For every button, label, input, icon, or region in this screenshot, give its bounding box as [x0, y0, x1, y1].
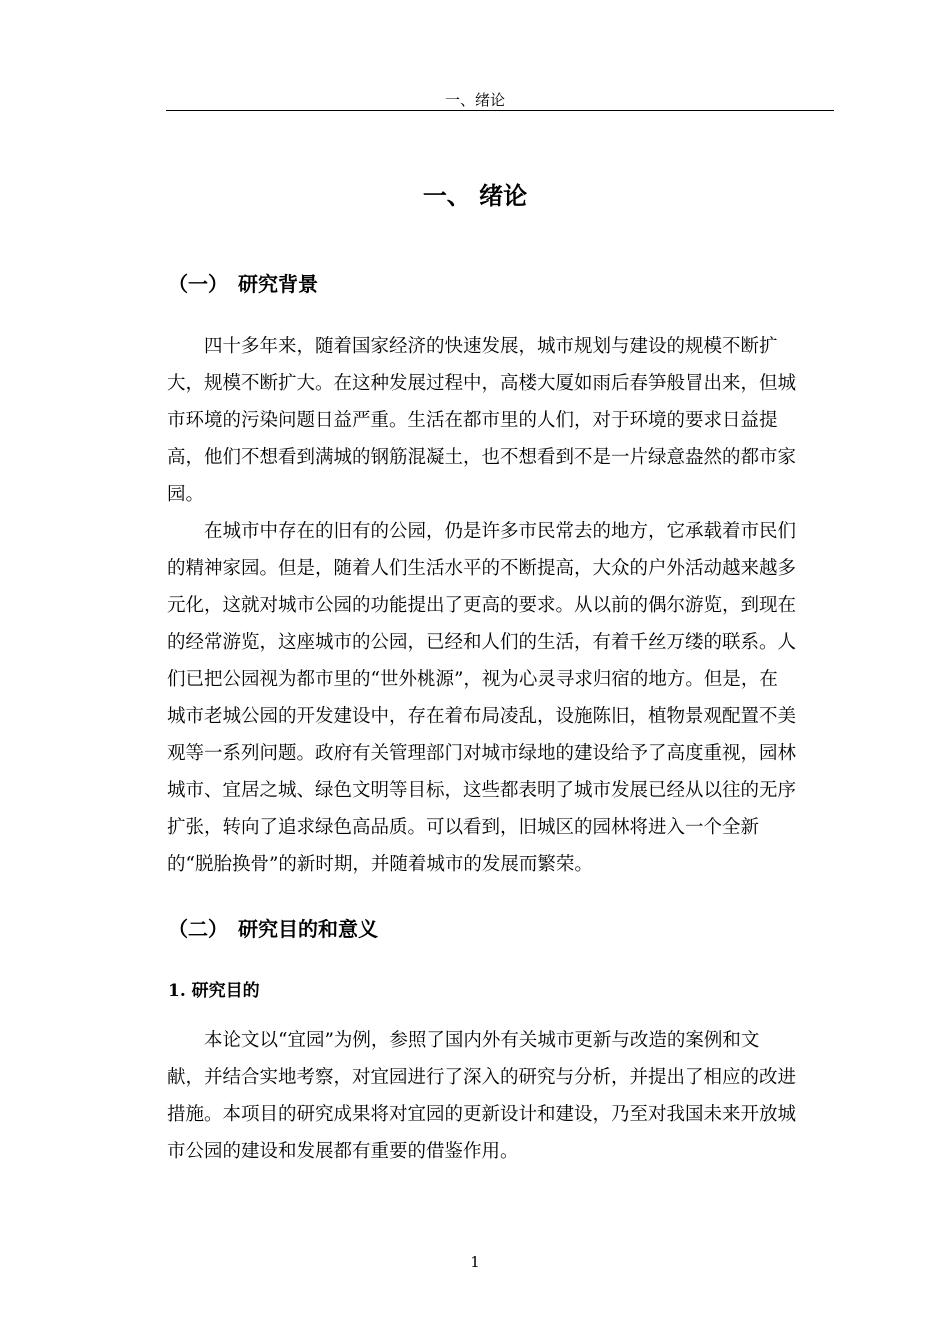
text-line: 观等一系列问题。政府有关管理部门对城市绿地的建设给予了高度重视，园林	[167, 743, 797, 764]
text-line: 市环境的污染问题日益严重。生活在都市里的人们，对于环境的要求日益提	[167, 410, 778, 431]
paragraph	[167, 513, 819, 883]
running-header: 一、绪论	[444, 91, 505, 109]
section-heading-background	[168, 270, 318, 298]
text-line: 高，他们不想看到满城的钢筋混凝土，也不想看到不是一片绿意盎然的都市家	[167, 447, 797, 468]
section-number: （一）	[168, 272, 228, 296]
text-line: 本论文以“宜园”为例，参照了国内外有关城市更新与改造的案例和文	[204, 1030, 760, 1051]
text-line: 大，规模不断扩大。在这种发展过程中，高楼大厦如雨后春笋般冒出来，但城	[167, 373, 797, 394]
page-number: 1	[470, 1253, 480, 1271]
section-title: 研究背景	[238, 272, 318, 296]
purpose-text	[167, 1022, 819, 1170]
subsection-heading-research-purpose: 1. 研究目的	[168, 981, 260, 1001]
header-rule	[166, 110, 834, 111]
text-line: 扩张，转向了追求绿色高品质。可以看到，旧城区的园林将进入一个全新	[167, 817, 760, 838]
text-line: 市公园的建设和发展都有重要的借鉴作用。	[167, 1141, 519, 1162]
text-line: 城市、宜居之城、绿色文明等目标，这些都表明了城市发展已经从以往的无序	[167, 780, 797, 801]
section-title: 研究目的和意义	[238, 917, 378, 941]
section-number: （二）	[168, 917, 228, 941]
paragraph	[167, 1022, 819, 1170]
paragraph	[167, 328, 819, 513]
chapter-title: 一、 绪论	[422, 182, 528, 210]
text-line: 园。	[167, 484, 205, 505]
text-line: 的“脱胎换骨”的新时期，并随着城市的发展而繁荣。	[167, 854, 593, 875]
text-line: 在城市中存在的旧有的公园，仍是许多市民常去的地方，它承载着市民们	[204, 521, 797, 542]
background-text	[167, 328, 819, 883]
section-heading-purpose	[168, 915, 378, 943]
text-line: 城市老城公园的开发建设中，存在着布局凌乱，设施陈旧，植物景观配置不美	[167, 706, 797, 727]
text-line: 四十多年来，随着国家经济的快速发展，城市规划与建设的规模不断扩	[204, 336, 778, 357]
text-line: 元化，这就对城市公园的功能提出了更高的要求。从以前的偶尔游览，到现在	[167, 595, 797, 616]
text-line: 措施。本项目的研究成果将对宜园的更新设计和建设，乃至对我国未来开放城	[167, 1104, 797, 1125]
text-line: 的经常游览，这座城市的公园，已经和人们的生活，有着千丝万缕的联系。人	[167, 632, 797, 653]
text-line: 献，并结合实地考察，对宜园进行了深入的研究与分析，并提出了相应的改进	[167, 1067, 797, 1088]
text-line: 们已把公园视为都市里的“世外桃源”，视为心灵寻求归宿的地方。但是，在	[167, 669, 778, 690]
text-line: 的精神家园。但是，随着人们生活水平的不断提高，大众的户外活动越来越多	[167, 558, 797, 579]
